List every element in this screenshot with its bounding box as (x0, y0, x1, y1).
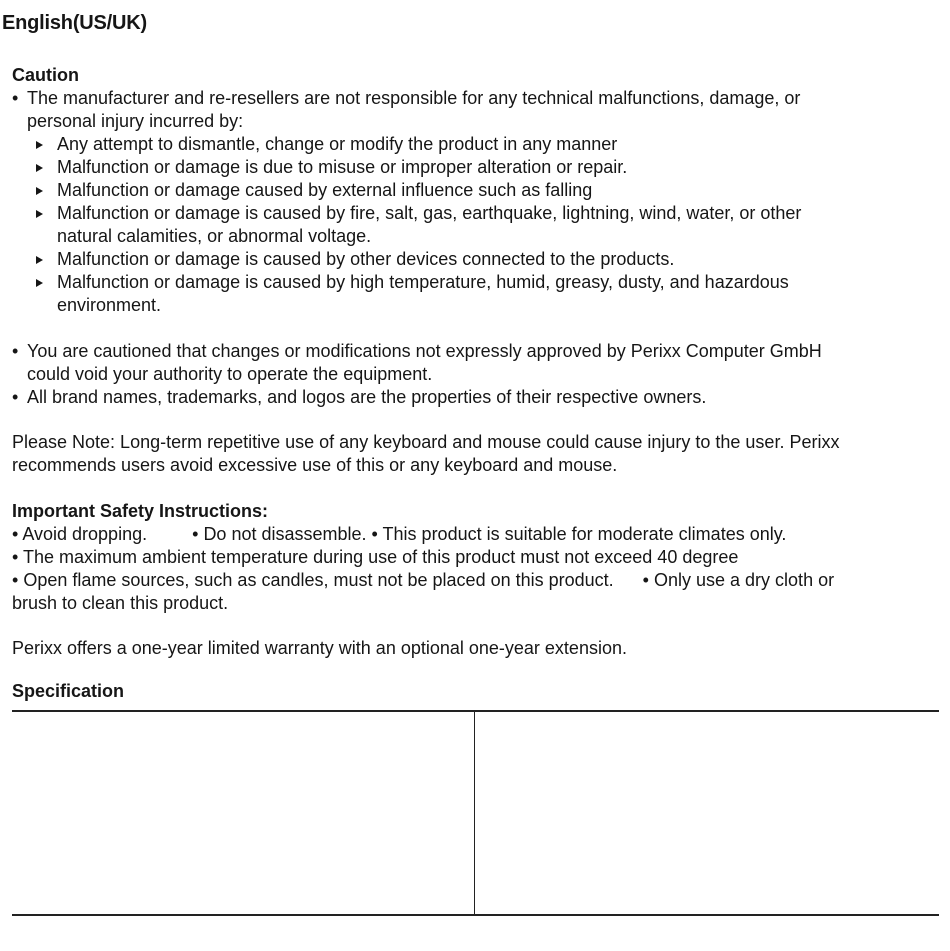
safety-open-flame: Open flame sources, such as candles, must not be placed on this product. (23, 570, 614, 590)
bullet-icon: • (12, 341, 19, 361)
triangle-bullet-icon (36, 141, 43, 149)
brands-notice-text: All brand names, trademarks, and logos are the properties of their respective owners. (27, 387, 707, 407)
safety-row-2 (12, 546, 937, 569)
brands-notice (12, 386, 937, 409)
triangle-bullet-icon (36, 256, 43, 264)
please-note-line1: Please Note: Long-term repetitive use of any keyboard and mouse could cause injury to the user. Perixx (12, 432, 840, 452)
list-item (12, 133, 937, 156)
safety-moderate-climates: This product is suitable for moderate climates only. (382, 524, 787, 544)
list-item (12, 248, 937, 271)
safety-section (12, 500, 937, 615)
bullet-icon: • (192, 524, 199, 544)
list-item-text: Malfunction or damage is caused by high temperature, humid, greasy, dusty, and hazardous (57, 272, 789, 292)
list-item-text: Malfunction or damage caused by external influence such as falling (57, 180, 593, 200)
bullet-icon: • (371, 524, 378, 544)
list-item-text: Malfunction or damage is due to misuse or improper alteration or repair. (57, 157, 628, 177)
modification-notice-line2: could void your authority to operate the equipment. (27, 364, 433, 384)
table-column-divider (474, 712, 475, 914)
caution-intro-line2: personal injury incurred by: (27, 111, 244, 131)
caution-intro (12, 87, 937, 133)
list-item-text-continued: environment. (57, 295, 162, 315)
list-item (12, 156, 937, 179)
triangle-bullet-icon (36, 210, 43, 218)
caution-section (12, 64, 937, 409)
safety-dry-cloth: Only use a dry cloth or (654, 570, 835, 590)
list-item-text: Malfunction or damage is caused by other devices connected to the products. (57, 249, 675, 269)
bullet-icon: • (12, 88, 19, 108)
list-item (12, 202, 937, 248)
caution-intro-line1: The manufacturer and re-resellers are not responsible for any technical malfunctions, damage, or (27, 88, 801, 108)
list-item-text: Any attempt to dismantle, change or modify the product in any manner (57, 134, 618, 154)
triangle-bullet-icon (36, 164, 43, 172)
please-note-line2: recommends users avoid excessive use of this or any keyboard and mouse. (12, 455, 618, 475)
safety-row-3 (12, 569, 937, 592)
list-item (12, 271, 937, 317)
list-item-text: Malfunction or damage is caused by fire, salt, gas, earthquake, lightning, wind, water, or other (57, 203, 802, 223)
triangle-bullet-icon (36, 187, 43, 195)
list-item (12, 179, 937, 202)
specification-table (12, 710, 939, 916)
list-item-text-continued: natural calamities, or abnormal voltage. (57, 226, 372, 246)
bullet-icon: • (12, 387, 19, 407)
specification-heading: Specification (12, 681, 125, 701)
safety-max-temperature: The maximum ambient temperature during use of this product must not exceed 40 degree (23, 547, 739, 567)
warranty-text: Perixx offers a one-year limited warranty with an optional one-year extension. (12, 638, 627, 658)
safety-heading: Important Safety Instructions: (12, 501, 269, 521)
caution-list (12, 133, 937, 317)
caution-heading: Caution (12, 65, 79, 85)
bullet-icon: • (12, 547, 19, 567)
bullet-icon: • (12, 524, 19, 544)
triangle-bullet-icon (36, 279, 43, 287)
safety-row-4: brush to clean this product. (12, 593, 229, 613)
safety-row-1 (12, 523, 937, 546)
language-heading: English(US/UK) (2, 12, 147, 34)
modification-notice-line1: You are cautioned that changes or modifications not expressly approved by Perixx Computer GmbH (27, 341, 822, 361)
safety-no-disassemble: Do not disassemble. (203, 524, 367, 544)
safety-avoid-dropping: Avoid dropping. (22, 524, 148, 544)
modification-notice (12, 340, 937, 386)
please-note-section (12, 431, 937, 477)
bullet-icon: • (642, 570, 649, 590)
bullet-icon: • (12, 570, 19, 590)
